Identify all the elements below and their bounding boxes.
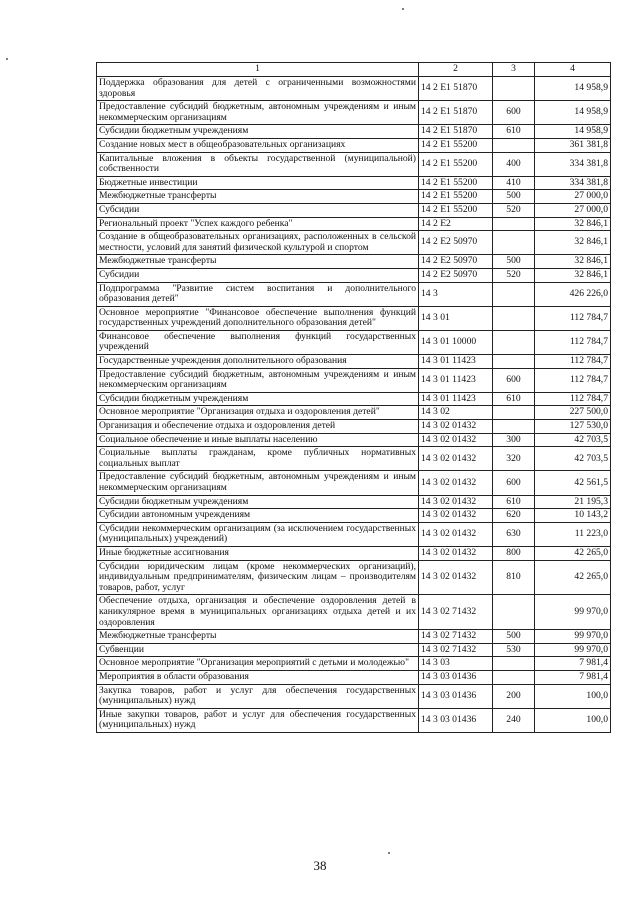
row-amount-cell: 27 000,0 bbox=[535, 190, 611, 204]
row-amount-cell: 334 381,8 bbox=[535, 152, 611, 176]
row-name-cell: Субсидии бюджетным учреждениям bbox=[97, 125, 419, 139]
table-row bbox=[97, 392, 611, 406]
row-amount-cell: 42 703,5 bbox=[535, 447, 611, 471]
row-amount-cell: 32 846,1 bbox=[535, 217, 611, 231]
row-amount-cell: 127 530,0 bbox=[535, 420, 611, 434]
row-name-cell: Основное мероприятие "Финансовое обеспечение выполнения функций государственных учреждений дополнительного образования детей" bbox=[97, 306, 419, 330]
row-code-cell: 14 3 03 01436 bbox=[419, 708, 493, 732]
row-name-cell: Социальные выплаты гражданам, кроме публичных нормативных социальных выплат bbox=[97, 447, 419, 471]
row-code-cell: 14 2 Е1 55200 bbox=[419, 152, 493, 176]
row-kind-cell: 320 bbox=[493, 447, 535, 471]
table-row bbox=[97, 495, 611, 509]
row-kind-cell bbox=[493, 420, 535, 434]
row-amount-cell: 112 784,7 bbox=[535, 306, 611, 330]
row-kind-cell bbox=[493, 657, 535, 671]
table-row bbox=[97, 546, 611, 560]
row-kind-cell: 500 bbox=[493, 255, 535, 269]
row-code-cell: 14 3 03 01436 bbox=[419, 670, 493, 684]
row-kind-cell: 520 bbox=[493, 268, 535, 282]
row-kind-cell: 600 bbox=[493, 368, 535, 392]
row-kind-cell bbox=[493, 138, 535, 152]
row-amount-cell: 227 500,0 bbox=[535, 406, 611, 420]
row-amount-cell: 361 381,8 bbox=[535, 138, 611, 152]
table-row bbox=[97, 231, 611, 255]
table-row bbox=[97, 657, 611, 671]
row-name-cell: Субсидии автономным учреждениям bbox=[97, 509, 419, 523]
table-row bbox=[97, 708, 611, 732]
budget-table bbox=[96, 62, 611, 733]
row-amount-cell: 42 703,5 bbox=[535, 433, 611, 447]
row-name-cell: Финансовое обеспечение выполнения функций государственных учреждений bbox=[97, 330, 419, 354]
table-row bbox=[97, 509, 611, 523]
row-name-cell: Поддержка образования для детей с ограниченными возможностями здоровья bbox=[97, 77, 419, 101]
row-name-cell: Закупка товаров, работ и услуг для обеспечения государственных (муниципальных) нужд bbox=[97, 684, 419, 708]
row-amount-cell: 42 265,0 bbox=[535, 546, 611, 560]
table-row bbox=[97, 268, 611, 282]
table-row bbox=[97, 330, 611, 354]
row-kind-cell bbox=[493, 406, 535, 420]
table-row bbox=[97, 406, 611, 420]
table-body bbox=[97, 77, 611, 733]
row-code-cell: 14 3 01 bbox=[419, 306, 493, 330]
row-code-cell: 14 2 Е1 51870 bbox=[419, 101, 493, 125]
row-code-cell: 14 2 Е2 bbox=[419, 217, 493, 231]
row-kind-cell: 800 bbox=[493, 546, 535, 560]
row-code-cell: 14 3 02 01432 bbox=[419, 522, 493, 546]
row-amount-cell: 426 226,0 bbox=[535, 282, 611, 306]
scan-speck bbox=[388, 852, 390, 854]
row-name-cell: Социальное обеспечение и иные выплаты населению bbox=[97, 433, 419, 447]
row-amount-cell: 7 981,4 bbox=[535, 670, 611, 684]
row-name-cell: Субсидии некоммерческим организациям (за исключением государственных (муниципальных) учреждений) bbox=[97, 522, 419, 546]
row-amount-cell: 14 958,9 bbox=[535, 77, 611, 101]
table-row bbox=[97, 125, 611, 139]
row-name-cell: Региональный проект "Успех каждого ребенка" bbox=[97, 217, 419, 231]
row-name-cell: Межбюджетные трансферты bbox=[97, 630, 419, 644]
row-code-cell: 14 2 Е2 50970 bbox=[419, 255, 493, 269]
row-name-cell: Предоставление субсидий бюджетным, автономным учреждениям и иным некоммерческим организациям bbox=[97, 471, 419, 495]
row-amount-cell: 112 784,7 bbox=[535, 368, 611, 392]
table-row bbox=[97, 368, 611, 392]
table-row bbox=[97, 282, 611, 306]
row-name-cell: Иные бюджетные ассигнования bbox=[97, 546, 419, 560]
row-name-cell: Мероприятия в области образования bbox=[97, 670, 419, 684]
row-kind-cell bbox=[493, 355, 535, 369]
row-code-cell: 14 3 02 01432 bbox=[419, 546, 493, 560]
row-kind-cell bbox=[493, 217, 535, 231]
table-row bbox=[97, 643, 611, 657]
table-row bbox=[97, 560, 611, 595]
row-code-cell: 14 3 02 bbox=[419, 406, 493, 420]
row-code-cell: 14 3 01 11423 bbox=[419, 355, 493, 369]
row-code-cell: 14 2 Е2 50970 bbox=[419, 268, 493, 282]
row-amount-cell: 10 143,2 bbox=[535, 509, 611, 523]
table-row bbox=[97, 670, 611, 684]
row-kind-cell: 630 bbox=[493, 522, 535, 546]
table-row bbox=[97, 433, 611, 447]
row-code-cell: 14 3 02 71432 bbox=[419, 595, 493, 630]
row-kind-cell: 410 bbox=[493, 176, 535, 190]
row-amount-cell: 99 970,0 bbox=[535, 630, 611, 644]
row-kind-cell bbox=[493, 670, 535, 684]
row-amount-cell: 14 958,9 bbox=[535, 125, 611, 139]
row-name-cell: Обеспечение отдыха, организация и обеспечение оздоровления детей в каникулярное время в муниципальных организациях отдыха детей и их оздоровления bbox=[97, 595, 419, 630]
table-row bbox=[97, 595, 611, 630]
table-row bbox=[97, 101, 611, 125]
table-row bbox=[97, 684, 611, 708]
row-code-cell: 14 3 02 01432 bbox=[419, 420, 493, 434]
table-row bbox=[97, 255, 611, 269]
row-code-cell: 14 3 02 71432 bbox=[419, 630, 493, 644]
row-kind-cell bbox=[493, 330, 535, 354]
row-name-cell: Субсидии bbox=[97, 203, 419, 217]
row-amount-cell: 32 846,1 bbox=[535, 231, 611, 255]
row-name-cell: Основное мероприятие "Организация мероприятий с детьми и молодежью" bbox=[97, 657, 419, 671]
row-code-cell: 14 3 bbox=[419, 282, 493, 306]
row-kind-cell: 500 bbox=[493, 630, 535, 644]
row-kind-cell: 500 bbox=[493, 190, 535, 204]
row-kind-cell: 300 bbox=[493, 433, 535, 447]
row-kind-cell bbox=[493, 77, 535, 101]
row-name-cell: Субсидии бюджетным учреждениям bbox=[97, 392, 419, 406]
table-row bbox=[97, 306, 611, 330]
row-kind-cell: 200 bbox=[493, 684, 535, 708]
row-name-cell: Субсидии юридическим лицам (кроме некоммерческих организаций), индивидуальным предпринимателям, физическим лицам – производителям товаров, работ, услуг bbox=[97, 560, 419, 595]
row-amount-cell: 112 784,7 bbox=[535, 355, 611, 369]
row-code-cell: 14 2 Е1 55200 bbox=[419, 190, 493, 204]
table-row bbox=[97, 190, 611, 204]
row-amount-cell: 21 195,3 bbox=[535, 495, 611, 509]
row-code-cell: 14 2 Е1 55200 bbox=[419, 203, 493, 217]
row-code-cell: 14 3 02 01432 bbox=[419, 495, 493, 509]
row-name-cell: Межбюджетные трансферты bbox=[97, 190, 419, 204]
row-kind-cell bbox=[493, 306, 535, 330]
row-kind-cell: 610 bbox=[493, 125, 535, 139]
table-row bbox=[97, 77, 611, 101]
row-amount-cell: 32 846,1 bbox=[535, 268, 611, 282]
row-name-cell: Бюджетные инвестиции bbox=[97, 176, 419, 190]
row-kind-cell: 610 bbox=[493, 495, 535, 509]
scan-speck bbox=[6, 58, 8, 60]
row-kind-cell bbox=[493, 231, 535, 255]
row-name-cell: Иные закупки товаров, работ и услуг для обеспечения государственных (муниципальных) нужд bbox=[97, 708, 419, 732]
row-code-cell: 14 3 02 01432 bbox=[419, 433, 493, 447]
row-code-cell: 14 2 Е2 50970 bbox=[419, 231, 493, 255]
row-code-cell: 14 3 01 11423 bbox=[419, 392, 493, 406]
row-code-cell: 14 3 01 11423 bbox=[419, 368, 493, 392]
row-name-cell: Государственные учреждения дополнительного образования bbox=[97, 355, 419, 369]
row-code-cell: 14 3 02 01432 bbox=[419, 509, 493, 523]
row-kind-cell bbox=[493, 595, 535, 630]
row-amount-cell: 99 970,0 bbox=[535, 595, 611, 630]
row-amount-cell: 42 265,0 bbox=[535, 560, 611, 595]
row-name-cell: Организация и обеспечение отдыха и оздоровления детей bbox=[97, 420, 419, 434]
table-row bbox=[97, 176, 611, 190]
table-row bbox=[97, 138, 611, 152]
row-kind-cell: 530 bbox=[493, 643, 535, 657]
table-row bbox=[97, 522, 611, 546]
row-name-cell: Основное мероприятие "Организация отдыха и оздоровления детей" bbox=[97, 406, 419, 420]
row-name-cell: Субвенции bbox=[97, 643, 419, 657]
row-name-cell: Создание в общеобразовательных организациях, расположенных в сельской местности, условий для занятий физической культурой и спортом bbox=[97, 231, 419, 255]
table-row bbox=[97, 471, 611, 495]
row-name-cell: Создание новых мест в общеобразовательных организациях bbox=[97, 138, 419, 152]
row-amount-cell: 11 223,0 bbox=[535, 522, 611, 546]
row-kind-cell: 400 bbox=[493, 152, 535, 176]
header-col-4: 4 bbox=[535, 63, 611, 77]
row-name-cell: Капитальные вложения в объекты государственной (муниципальной) собственности bbox=[97, 152, 419, 176]
row-name-cell: Межбюджетные трансферты bbox=[97, 255, 419, 269]
table-row bbox=[97, 420, 611, 434]
row-code-cell: 14 3 02 71432 bbox=[419, 643, 493, 657]
table-header-row bbox=[97, 63, 611, 77]
table-row bbox=[97, 355, 611, 369]
scan-speck bbox=[402, 8, 404, 10]
row-name-cell: Подпрограмма "Развитие систем воспитания и дополнительного образования детей" bbox=[97, 282, 419, 306]
row-amount-cell: 112 784,7 bbox=[535, 392, 611, 406]
row-kind-cell: 600 bbox=[493, 101, 535, 125]
row-amount-cell: 99 970,0 bbox=[535, 643, 611, 657]
row-name-cell: Субсидии бюджетным учреждениям bbox=[97, 495, 419, 509]
table-row bbox=[97, 203, 611, 217]
row-amount-cell: 7 981,4 bbox=[535, 657, 611, 671]
row-code-cell: 14 3 03 01436 bbox=[419, 684, 493, 708]
table-row bbox=[97, 217, 611, 231]
page-number: 38 bbox=[313, 858, 327, 873]
row-kind-cell: 610 bbox=[493, 392, 535, 406]
row-code-cell: 14 3 02 01432 bbox=[419, 560, 493, 595]
table-row bbox=[97, 152, 611, 176]
row-kind-cell: 240 bbox=[493, 708, 535, 732]
row-name-cell: Субсидии bbox=[97, 268, 419, 282]
row-kind-cell: 620 bbox=[493, 509, 535, 523]
row-code-cell: 14 2 Е1 51870 bbox=[419, 77, 493, 101]
row-kind-cell: 810 bbox=[493, 560, 535, 595]
row-code-cell: 14 3 02 01432 bbox=[419, 471, 493, 495]
row-amount-cell: 32 846,1 bbox=[535, 255, 611, 269]
row-amount-cell: 100,0 bbox=[535, 684, 611, 708]
row-amount-cell: 334 381,8 bbox=[535, 176, 611, 190]
row-code-cell: 14 3 03 bbox=[419, 657, 493, 671]
row-code-cell: 14 3 01 10000 bbox=[419, 330, 493, 354]
row-code-cell: 14 2 Е1 55200 bbox=[419, 176, 493, 190]
row-kind-cell: 520 bbox=[493, 203, 535, 217]
row-kind-cell: 600 bbox=[493, 471, 535, 495]
row-code-cell: 14 3 02 01432 bbox=[419, 447, 493, 471]
header-col-2: 2 bbox=[419, 63, 493, 77]
row-amount-cell: 42 561,5 bbox=[535, 471, 611, 495]
row-name-cell: Предоставление субсидий бюджетным, автономным учреждениям и иным некоммерческим организациям bbox=[97, 368, 419, 392]
row-amount-cell: 112 784,7 bbox=[535, 330, 611, 354]
row-amount-cell: 14 958,9 bbox=[535, 101, 611, 125]
row-name-cell: Предоставление субсидий бюджетным, автономным учреждениям и иным некоммерческим организациям bbox=[97, 101, 419, 125]
row-kind-cell bbox=[493, 282, 535, 306]
row-code-cell: 14 2 Е1 51870 bbox=[419, 125, 493, 139]
table-row bbox=[97, 630, 611, 644]
table-row bbox=[97, 447, 611, 471]
header-col-1: 1 bbox=[97, 63, 419, 77]
row-amount-cell: 100,0 bbox=[535, 708, 611, 732]
row-code-cell: 14 2 Е1 55200 bbox=[419, 138, 493, 152]
row-amount-cell: 27 000,0 bbox=[535, 203, 611, 217]
header-col-3: 3 bbox=[493, 63, 535, 77]
